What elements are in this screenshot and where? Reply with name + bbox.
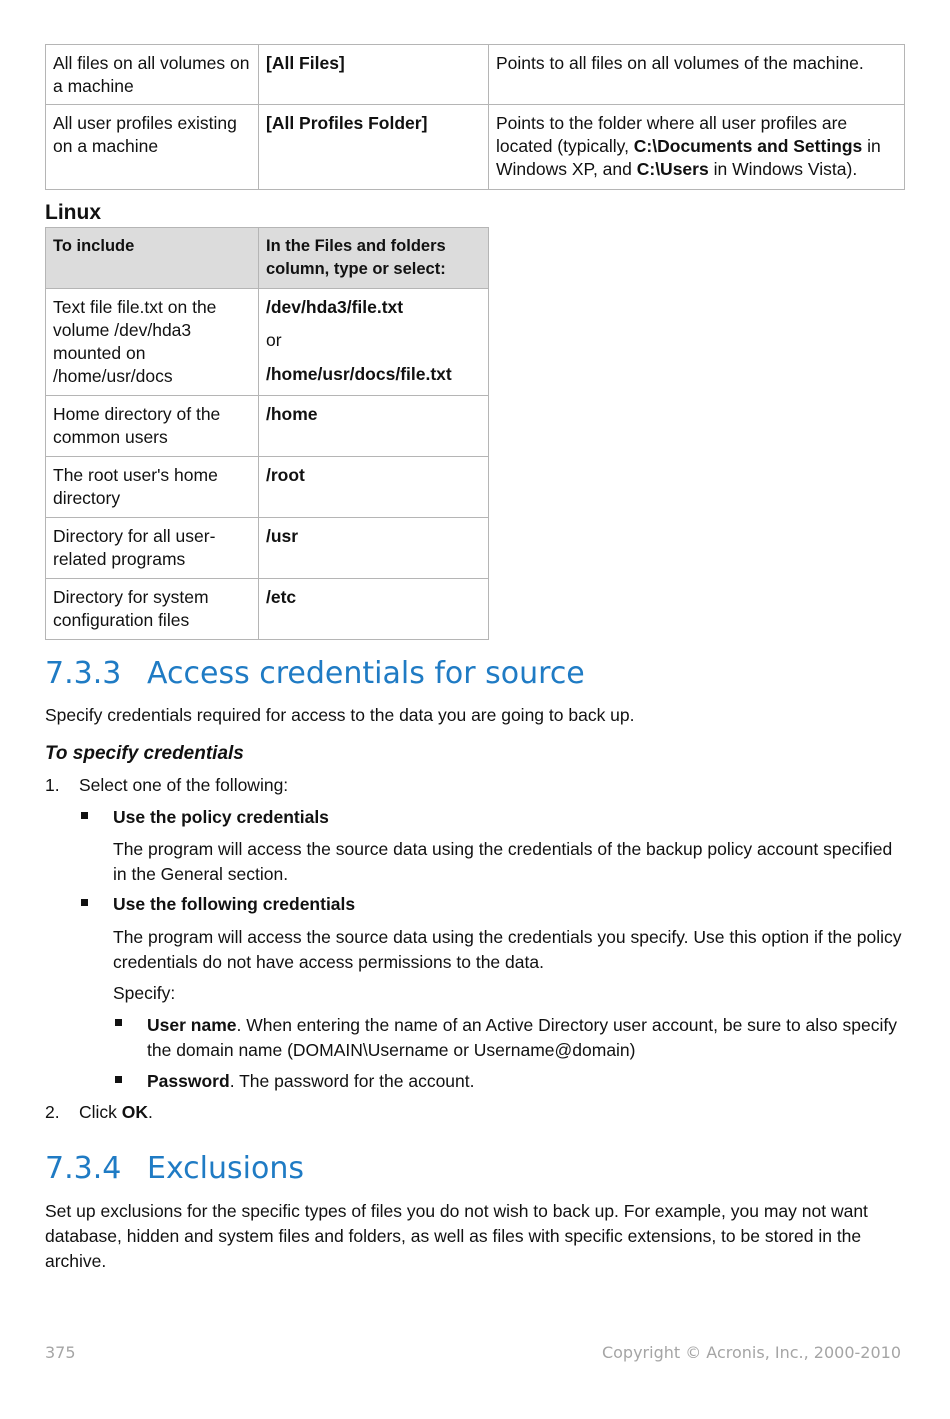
column-header: To include [46,228,259,289]
table-row [46,105,905,190]
table-row [46,45,905,105]
section-number: 7.3.4 [45,1151,122,1186]
table-cell: All user profiles existing on a machine [46,105,259,190]
column-header: In the Files and folders column, type or select: [259,228,489,289]
step-number: 1. [45,775,60,795]
table-cell: Points to all files on all volumes of the machine. [489,45,905,105]
section-title: Exclusions [147,1151,304,1186]
table-cell: Text file file.txt on the volume /dev/hda3 mounted on /home/usr/docs [46,289,259,396]
option-title: Use the following credentials [113,894,356,914]
linux-paths-table [45,227,489,640]
table-cell: Directory for system configuration files [46,579,259,640]
table-header-row [46,228,489,289]
step-text: Click OK. [79,1102,153,1122]
table-cell: Home directory of the common users [46,396,259,457]
page-number: 375 [45,1343,76,1362]
option-description: The program will access the source data using the credentials of the backup policy account specified in the General section. [113,839,893,884]
procedure-title: To specify credentials [45,743,244,764]
section-number: 7.3.3 [45,656,122,691]
table-cell: /home [259,396,489,457]
specify-label: Specify: [113,983,176,1003]
table-cell: The root user's home directory [46,457,259,518]
windows-paths-table [45,44,905,190]
linux-heading: Linux [45,201,101,224]
table-cell: /usr [259,518,489,579]
table-cell: All files on all volumes on a machine [46,45,259,105]
table-cell: Points to the folder where all user profiles are located (typically, C:\Documents and Settings in Windows XP, and C:\Users in Windows Vista). [489,105,905,190]
table-cell: Directory for all user-related programs [46,518,259,579]
section-title: Access credentials for source [147,656,585,691]
table-row [46,289,489,396]
section-intro: Set up exclusions for the specific types of files you do not wish to back up. For example, you may not want database, hidden and system files and folders, as well as files with specific extensions, to be stored in the archive. [45,1201,868,1271]
table-row [46,579,489,640]
bullet-icon [81,812,91,822]
section-intro: Specify credentials required for access to the data you are going to back up. [45,705,635,725]
password-item: Password. The password for the account. [147,1071,475,1091]
bullet-icon [81,899,91,909]
option-title: Use the policy credentials [113,807,329,827]
table-cell: /dev/hda3/file.txt or /home/usr/docs/file.txt [259,289,489,396]
step-number: 2. [45,1102,60,1122]
section-heading-access-credentials [45,657,585,691]
table-cell: /etc [259,579,489,640]
table-cell: [All Files] [259,45,489,105]
bullet-icon [115,1019,125,1029]
table-row [46,396,489,457]
table-row [46,518,489,579]
table-row [46,457,489,518]
option-description: The program will access the source data using the credentials you specify. Use this option if the policy credentials do not have access permissions to the data. [113,927,902,972]
bullet-icon [115,1076,125,1086]
table-cell: [All Profiles Folder] [259,105,489,190]
table-cell: /root [259,457,489,518]
copyright-notice: Copyright © Acronis, Inc., 2000-2010 [601,1343,901,1362]
section-heading-exclusions [45,1152,304,1186]
user-name-item: User name. When entering the name of an Active Directory user account, be sure to also specify the domain name (DOMAIN\Username or Username@domain) [147,1015,897,1060]
step-text: Select one of the following: [79,775,289,795]
